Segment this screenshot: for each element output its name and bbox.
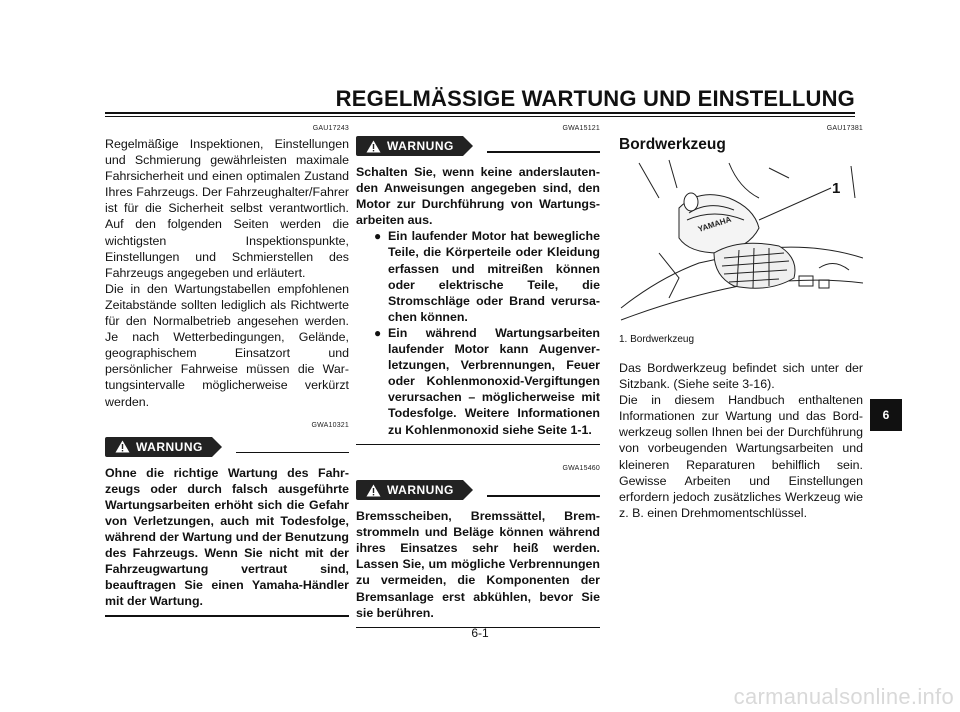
warning-text: Bremsscheiben, Bremssättel, Bremstrommeln und Beläge können während ihres Einsatzes sehr heiß werden. Lassen Sie, um mögliche Verbrennungen zu vermeiden, die Komponenten der Bremsanlage erst abkühlen, bevor Sie sie berühren. <box>356 509 600 620</box>
warning-label: WARNUNG <box>387 139 454 153</box>
warning-badge <box>356 480 463 500</box>
toolkit-brand-text: YAMAHA <box>696 214 733 234</box>
interval-paragraph: Die in den Wartungstabellen empfohlenen Zeitabstände sollten lediglich als Richtwerte für den Normalbetrieb angesehen werden. Je nach Wetterbedingungen, Gelände, geographischem Einsatzort und persönlicher Fahrweise müssen die Wartungsintervalle möglicherweise verkürzt werden. <box>105 281 349 409</box>
section-code: GAU17243 <box>312 125 349 132</box>
bullet-text: Ein laufender Motor hat bewegliche Teile, die Körperteile oder Kleidung erfassen und mitreißen können oder elektrische Teile, die Stromschläge oder Brand verursachen können. <box>388 229 600 324</box>
warning-triangle-icon <box>366 140 381 153</box>
watermark: carmanualsonline.info <box>733 684 954 709</box>
column-2 <box>356 125 600 628</box>
callout-number: 1 <box>832 180 841 197</box>
warning-intro: Schalten Sie, wenn keine anderslautenden Anweisungen angegeben sind, den Motor zur Durchführung von Wartungsarbeiten aus. <box>356 165 600 228</box>
toolkit-info-paragraph: Die in diesem Handbuch enthaltenen Informationen zur Wartung und das Bordwerkzeug sollen Ihnen bei der Durchführung von vorbeugenden Wartungsarbeiten und kleineren Reparaturen behilflich sein. Gewisse Arbeiten und Einstellungen erfordern jedoch zusätzliches Werkzeug wie z. B. einen Drehmomentschlüssel. <box>619 393 863 520</box>
list-item <box>374 325 600 438</box>
page-title: REGELMÄSSIGE WARTUNG UND EINSTELLUNG <box>335 86 855 111</box>
title-rule-thin <box>105 116 855 117</box>
warning-code: GWA15460 <box>562 465 600 473</box>
section-code: GAU17381 <box>826 125 863 132</box>
warning-triangle-icon <box>115 440 130 453</box>
bullet-text: Ein während Wartungsarbeiten laufender Motor kann Augenverletzungen, Verbrennungen, Feuer oder Kohlenmonoxid-Vergiftungen verursachen – möglicherweise mit Todesfolge. Weitere Informationen zu Kohlenmonoxid siehe Seite 1-1. <box>388 325 600 437</box>
column-3 <box>619 125 863 521</box>
warning-header <box>105 437 349 457</box>
figure-caption: 1. Bordwerkzeug <box>619 334 695 345</box>
warning-header <box>356 136 600 156</box>
warning-end-rule <box>105 615 349 617</box>
warning-label: WARNUNG <box>387 483 454 498</box>
warning-label: WARNUNG <box>136 439 203 454</box>
warning-text: Ohne die richtige Wartung des Fahrzeugs oder durch falsch ausgeführte Wartungsarbeiten erhöht sich die Gefahr von Verletzungen, auch mit Todesfolge, während der Wartung und der Benutzung des Fahrzeugs. Wenn Sie nicht mit der Fahrzeugwartung vertraut sind, beauftragen Sie einen Yamaha-Händler mit der Wartung. <box>105 465 349 609</box>
toolkit-drawing <box>619 158 863 328</box>
page-number: 6-1 <box>471 626 489 640</box>
column-1 <box>105 125 349 617</box>
section-heading: Bordwerkzeug <box>619 136 726 153</box>
warning-code: GWA15121 <box>562 125 600 132</box>
warning-rule <box>487 495 600 497</box>
bullet-icon: ● <box>374 325 382 340</box>
warning-rule <box>487 151 600 153</box>
title-rule <box>105 112 855 114</box>
chapter-tab: 6 <box>870 399 902 431</box>
warning-header <box>356 480 600 500</box>
warning-rule <box>236 452 349 454</box>
warning-badge <box>356 136 463 156</box>
bullet-icon: ● <box>374 229 382 244</box>
intro-paragraph: Regelmäßige Inspektionen, Einstellungen und Schmierung gewährleisten maximale Fahrsicherheit und einen optimalen Zustand Ihres Fahrzeugs. Der Fahrzeughalter/Fahrer ist für die Sicherheit selbst verantwortlich. Auf den folgenden Seiten werden die wichtigsten Inspektionspunkte, Einstellungen und Schmierstellen des Fahrzeugs angegeben und erläutert. <box>105 137 349 280</box>
warning-badge <box>105 437 212 457</box>
toolkit-paragraph: Das Bordwerkzeug befindet sich unter der Sitzbank. (Siehe seite 3-16). <box>619 361 863 392</box>
warning-triangle-icon <box>366 484 381 497</box>
warning-end-rule <box>356 444 600 446</box>
toolkit-illustration <box>619 158 863 328</box>
list-item <box>374 228 600 325</box>
warning-code: GWA10321 <box>311 421 349 429</box>
